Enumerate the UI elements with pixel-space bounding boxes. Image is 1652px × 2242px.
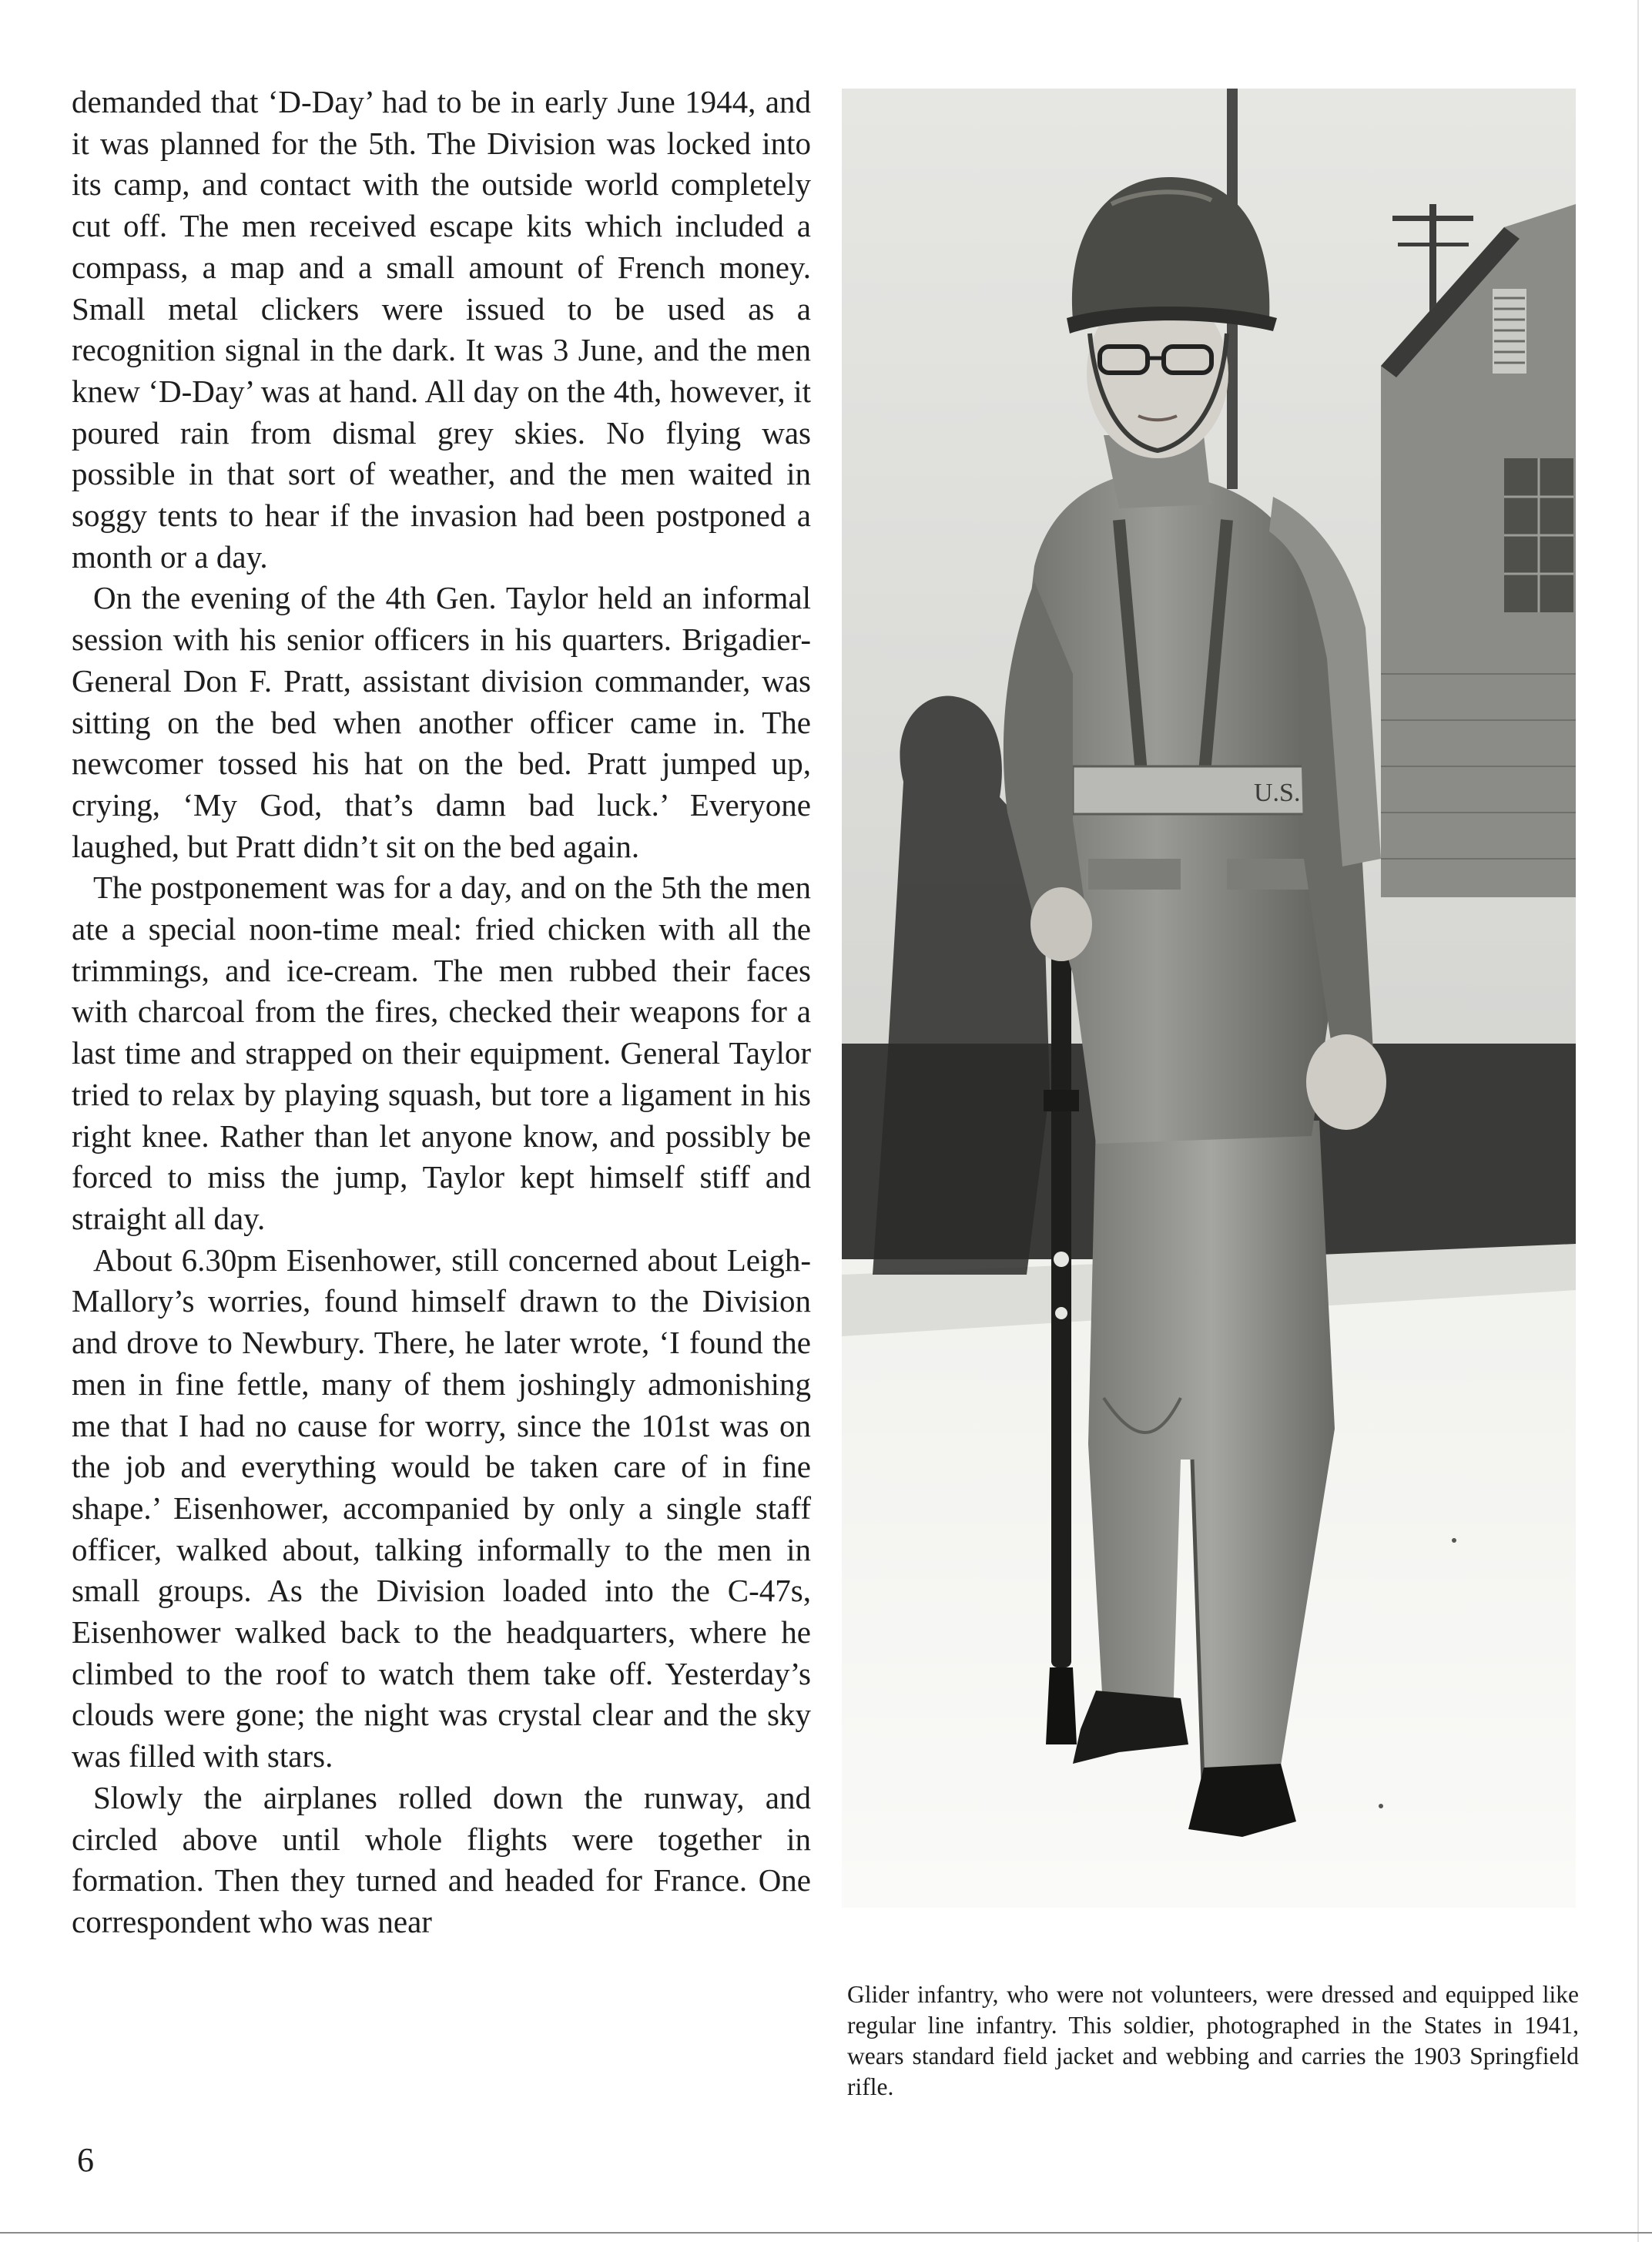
body-paragraph: The postponement was for a day, and on the 5th the men ate a special noon-time meal: fried chicken with all the trimmings, and ice-cream. The men rubbed their faces with charcoal from the fires, checked their weapons for a last time and strapped on their equipment. General Taylor tried to relax by playing squash, but tore a ligament in his right knee. Rather than let anyone know, and possibly be forced to miss the jump, Taylor kept himself stiff and straight all day. [72, 870, 811, 1236]
body-paragraph: Slowly the airplanes rolled down the runway, and circled above until whole flights were together in formation. Then they turned and headed for France. One correspondent who was near [72, 1779, 811, 1939]
body-text-column [72, 82, 811, 1943]
body-paragraph: demanded that ‘D-Day’ had to be in early June 1944, and it was planned for the 5th. The Division was locked into its camp, and contact with the outside world completely cut off. The men received escape kits which included a compass, a map and a small amount of French money. Small metal clickers were issued to be used as a recognition signal in the dark. It was 3 June, and the men knew ‘D-Day’ was at hand. All day on the 4th, however, it poured rain from dismal grey skies. No flying was possible in that sort of weather, and the men waited in soggy tents to hear if the invasion had been postponed a month or a day. [72, 84, 811, 575]
photo-caption: Glider infantry, who were not volunteers, were dressed and equipped like regular line infantry. This soldier, photographed in the States in 1941, wears standard field jacket and webbing and carries the 1903 Springfield rifle. [847, 1981, 1579, 2100]
belt-marking: U.S. [1254, 779, 1301, 807]
page-bottom-line [0, 2232, 1652, 2234]
body-paragraph: About 6.30pm Eisenhower, still concerned about Leigh-Mallory’s worries, found himself drawn to the Division and drove to Newbury. There, he later wrote, ‘I found the men in fine fettle, many of them joshingly admonishing me that I had no cause for worry, since the 101st was on the job and everything would be taken care of in fine shape.’ Eisenhower, accompanied by only a single staff officer, walked about, talking informally to the men in small groups. As the Division loaded into the C-47s, Eisenhower walked back to the headquarters, where he climbed to the roof to watch them take off. Yesterday’s clouds were gone; the night was crystal clear and the sky was filled with stars. [72, 1242, 811, 1774]
soldier-photograph-drawing [842, 89, 1576, 1908]
page-number: 6 [77, 2141, 94, 2179]
body-paragraph: On the evening of the 4th Gen. Taylor held an informal session with his senior officers in his quarters. Brigadier-General Don F. Pratt, assistant division commander, was sitting on the bed when another officer came in. The newcomer tossed his hat on the bed. Pratt jumped up, crying, ‘My God, that’s damn bad luck.’ Everyone laughed, but Pratt didn’t sit on the bed again. [72, 580, 811, 864]
page-edge-line [1637, 0, 1639, 2242]
soldier-photograph [842, 89, 1576, 1908]
